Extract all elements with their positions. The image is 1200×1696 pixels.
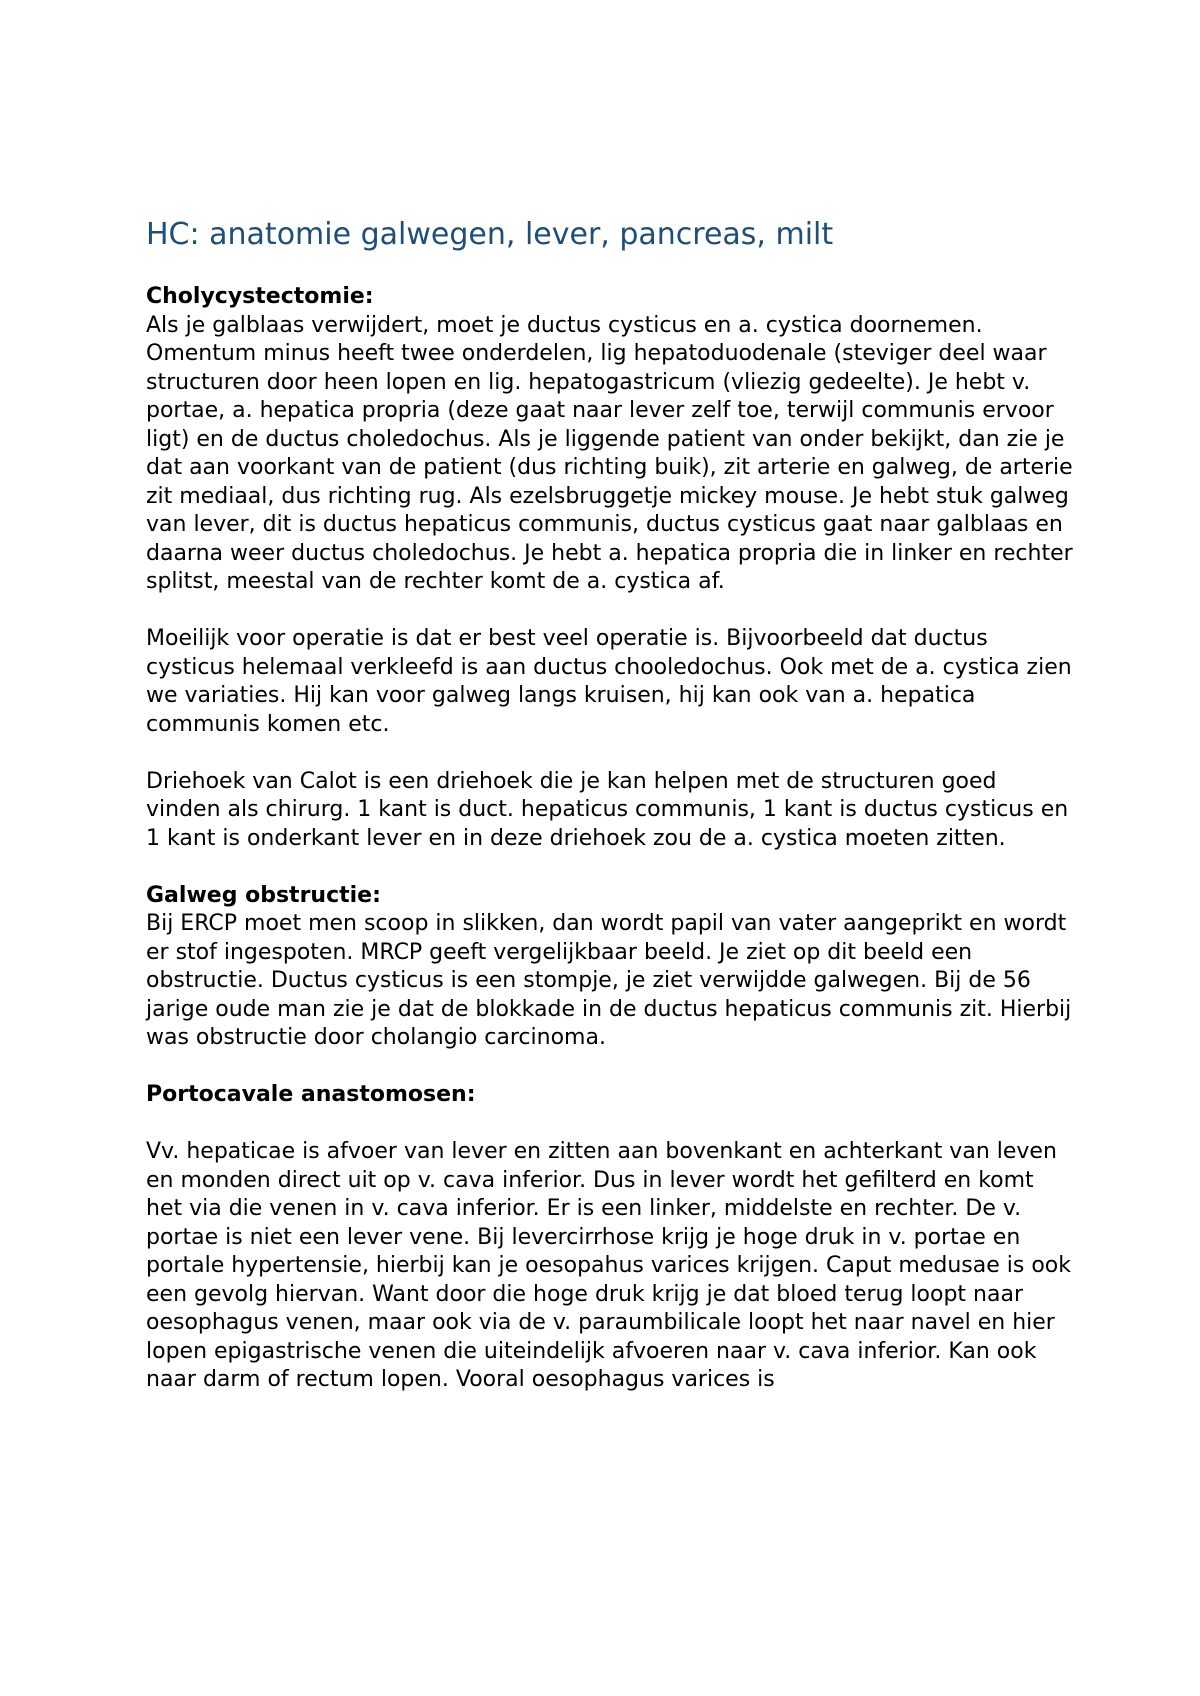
section-galweg-obstructie	[146, 882, 1076, 1053]
section-cholycystectomie	[146, 283, 1076, 853]
section-heading-galweg-obstructie: Galweg obstructie:	[146, 882, 381, 908]
document-title: HC: anatomie galwegen, lever, pancreas, milt	[146, 217, 834, 252]
section-portocavale-anastomosen	[146, 1081, 1076, 1395]
paragraph-ercp: Bij ERCP moet men scoop in slikken, dan wordt papil van vater aangeprikt en wordt er stof ingespoten. MRCP geeft vergelijkbaar beeld. Je ziet op dit beeld een obstructie. Ductus cysticus is een stompje, je ziet verwijdde galwegen. Bij de 56 jarige oude man zie je dat de blokkade in de ductus hepaticus communis zit. Hierbij was obstructie door cholangio carcinoma.	[146, 911, 1072, 1050]
document-page	[146, 215, 1076, 1395]
section-gap	[146, 853, 1076, 882]
paragraph-galblaas: Als je galblaas verwijdert, moet je ductus cysticus en a. cystica doornemen. Omentum minus heeft twee onderdelen, lig hepatoduodenale (steviger deel waar structuren door heen lopen en lig. hepatogastricum (vliezig gedeelte). Je hebt v. portae, a. hepatica propria (deze gaat naar lever zelf toe, terwijl communis ervoor ligt) en de ductus choledochus. Als je liggende patient van onder bekijkt, dan zie je dat aan voorkant van de patient (dus richting buik), zit arterie en galweg, de arterie zit mediaal, dus richting rug. Als ezelsbruggetje mickey mouse. Je hebt stuk galweg van lever, dit is ductus hepaticus communis, ductus cysticus gaat naar galblaas en daarna weer ductus choledochus. Je hebt a. hepatica propria die in linker en rechter splitst, meestal van de rechter komt de a. cystica af.	[146, 312, 1073, 594]
paragraph-gap	[146, 739, 1076, 768]
paragraph-vv-hepaticae: Vv. hepaticae is afvoer van lever en zitten aan bovenkant en achterkant van leven en monden direct uit op v. cava inferior. Dus in lever wordt het gefilterd en komt het via die venen in v. cava inferior. Er is een linker, middelste en rechter. De v. portae is niet een lever vene. Bij levercirrhose krijg je hoge druk in v. portae en portale hypertensie, hierbij kan je oesopahus varices krijgen. Caput medusae is ook een gevolg hiervan. Want door die hoge druk krijg je dat bloed terug loopt naar oesophagus venen, maar ook via de v. paraumbilicale loopt het naar navel en hier lopen epigastrische venen die uiteindelijk afvoeren naar v. cava inferior. Kan ook naar darm of rectum lopen. Vooral oesophagus varices is	[146, 1139, 1071, 1392]
paragraph-gap	[146, 597, 1076, 626]
section-gap	[146, 1053, 1076, 1082]
paragraph-gap	[146, 1110, 1076, 1139]
section-heading-cholycystectomie: Cholycystectomie:	[146, 284, 374, 309]
paragraph-driehoek-calot: Driehoek van Calot is een driehoek die je kan helpen met de structuren goed vinden als chirurg. 1 kant is duct. hepaticus communis, 1 kant is ductus cysticus en 1 kant is onderkant lever en in deze driehoek zou de a. cystica moeten zitten.	[146, 768, 1069, 851]
paragraph-operatie: Moeilijk voor operatie is dat er best veel operatie is. Bijvoorbeeld dat ductus cysticus helemaal verkleefd is aan ductus chooledochus. Ook met de a. cystica zien we variaties. Hij kan voor galweg langs kruisen, hij kan ook van a. hepatica communis komen etc.	[146, 626, 1072, 737]
section-heading-portocavale: Portocavale anastomosen:	[146, 1082, 476, 1107]
